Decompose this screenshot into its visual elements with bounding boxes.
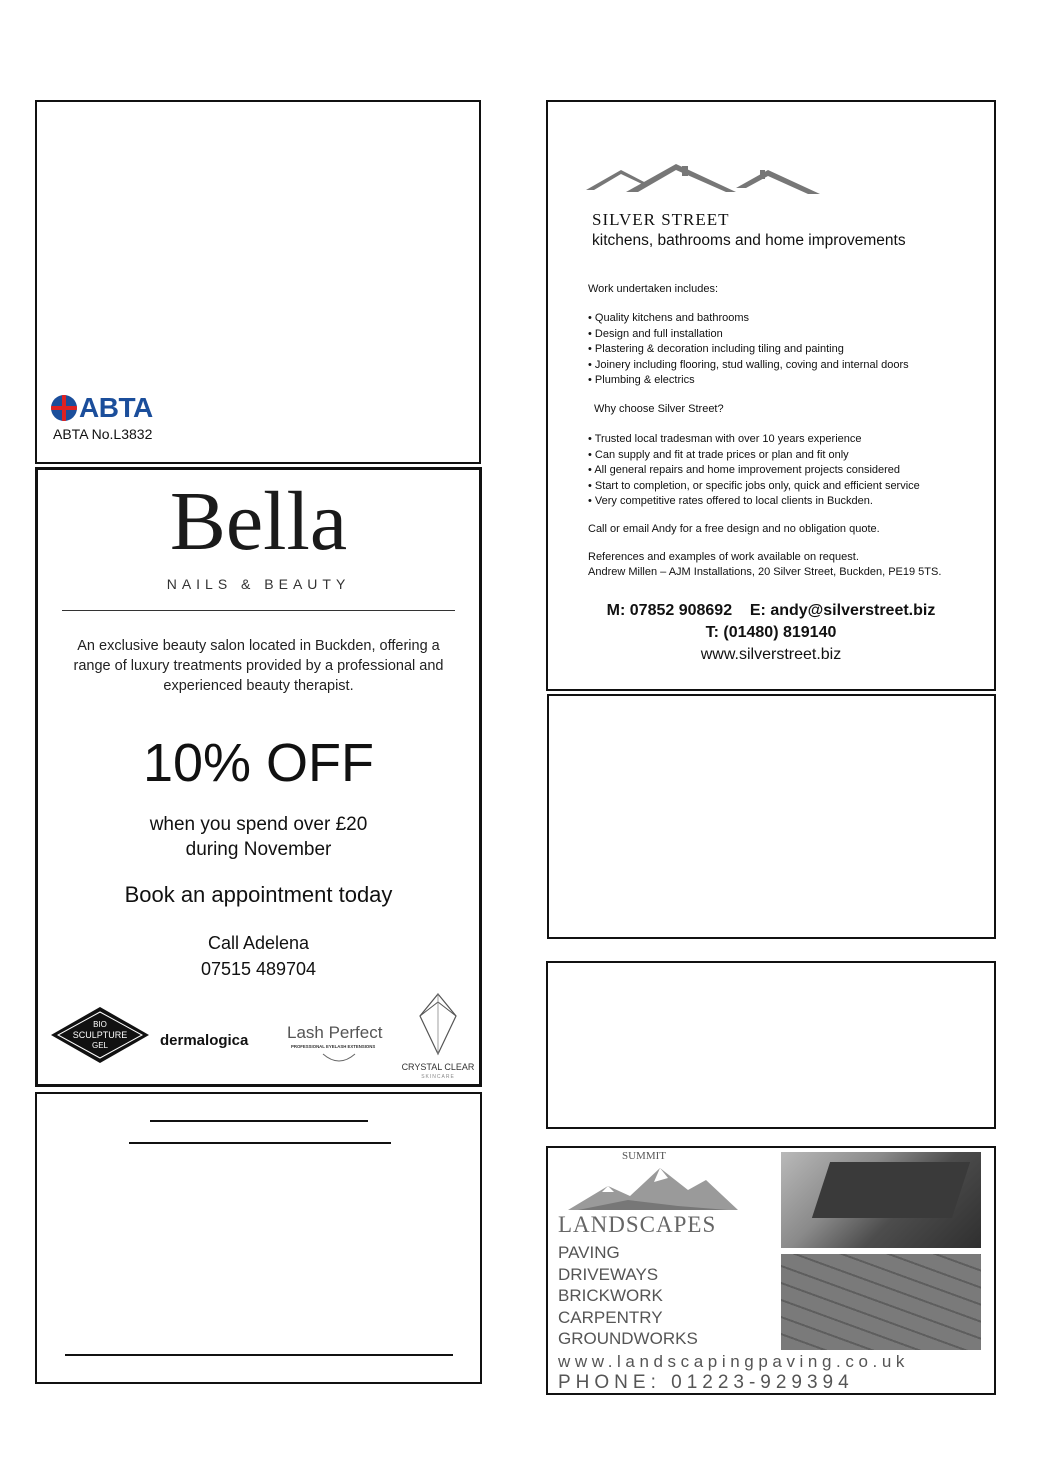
paving-photo: [781, 1254, 981, 1350]
bio-line-1: BIO: [93, 1020, 107, 1029]
summit-landscapes-advert: [546, 1146, 996, 1395]
website-link[interactable]: www.silverstreet.biz: [700, 646, 842, 663]
contact-telephone: T: (01480) 819140: [705, 624, 837, 641]
blank-advert-right-2: [546, 961, 996, 1129]
list-item: BRICKWORK: [558, 1286, 663, 1306]
bella-offer: 10% OFF: [142, 733, 375, 793]
contact-mobile-email: M: 07852 908692 E: andy@silverstreet.biz: [606, 602, 936, 619]
call-name: Call Adelena: [207, 933, 310, 953]
contact-block: [548, 600, 994, 666]
garden-photo: [781, 1152, 981, 1248]
list-item: • Design and full installation: [588, 327, 909, 343]
bio-line-2: SCULPTURE: [72, 1030, 128, 1040]
list-item: • Very competitive rates offered to local clients in Buckden.: [588, 494, 920, 510]
lash-perfect-logo: [283, 1010, 403, 1070]
crystal-sub: SKINCARE: [421, 1074, 455, 1078]
blank-advert-left: [35, 1092, 482, 1384]
abta-number: ABTA No.L3832: [53, 426, 153, 442]
bella-advert: [35, 467, 482, 1087]
abta-globe-icon: [51, 395, 77, 421]
list-item: • Start to completion, or specific jobs only, quick and efficient service: [588, 479, 920, 495]
list-item: • Plastering & decoration including tiling and painting: [588, 342, 909, 358]
list-item: • Trusted local tradesman with over 10 years experience: [588, 432, 920, 448]
silver-street-advert: [546, 100, 996, 691]
list-item: • All general repairs and home improvement projects considered: [588, 463, 920, 479]
call-phone: 07515 489704: [200, 959, 317, 979]
abta-logo-text: ABTA: [79, 392, 153, 423]
references-line-1: References and examples of work available on request.: [588, 551, 859, 563]
list-item: • Joinery including flooring, stud walling, coving and internal doors: [588, 358, 909, 374]
services-list: [558, 1242, 698, 1350]
crystal-clear-logo: [398, 992, 478, 1078]
abta-advert: [35, 100, 481, 464]
silver-street-tagline: kitchens, bathrooms and home improvements: [592, 232, 906, 249]
website-link[interactable]: www.landscapingpaving.co.uk: [558, 1352, 910, 1371]
work-list: [588, 311, 909, 389]
list-item: CARPENTRY: [558, 1307, 663, 1327]
offer-line-2: during November: [185, 839, 332, 860]
lash-sub: PROFESSIONAL EYELASH EXTENSIONS: [291, 1044, 376, 1049]
mountain-logo: [568, 1160, 738, 1216]
divider: [129, 1142, 391, 1144]
summit-name: LANDSCAPES: [558, 1212, 717, 1237]
list-item: DRIVEWAYS: [558, 1264, 659, 1284]
brand-logos: [48, 990, 475, 1078]
bella-book: Book an appointment today: [124, 882, 393, 907]
bella-description: An exclusive beauty salon located in Buckden, offering a range of luxury treatments provided by a professional and experienced beauty therapist.: [73, 638, 444, 694]
list-item: PAVING: [558, 1243, 620, 1262]
blank-advert-right-1: [547, 694, 996, 939]
silver-street-roof-logo: [586, 162, 826, 204]
bella-subtitle: NAILS & BEAUTY: [166, 576, 351, 592]
bella-title: Bella: [169, 475, 348, 568]
bella-call: [38, 930, 479, 982]
divider: [65, 1354, 453, 1356]
bio-line-3: GEL: [91, 1041, 109, 1050]
phone-number: PHONE: 01223-929394: [558, 1372, 854, 1393]
silver-street-name: SILVER STREET: [592, 210, 730, 229]
dermalogica-logo: dermalogica: [160, 1032, 249, 1049]
crystal-text: CRYSTAL CLEAR: [401, 1062, 475, 1072]
divider: [62, 610, 455, 611]
list-item: • Can supply and fit at trade prices or plan and fit only: [588, 448, 920, 464]
bio-sculpture-logo: [50, 1006, 150, 1064]
call-text: Call or email Andy for a free design and no obligation quote.: [588, 523, 880, 535]
bella-offer-details: [38, 812, 479, 862]
summit-top-label: SUMMIT: [622, 1150, 667, 1162]
divider: [150, 1120, 368, 1122]
why-list: [588, 432, 920, 510]
list-item: GROUNDWORKS: [558, 1329, 698, 1349]
why-heading: Why choose Silver Street?: [594, 403, 724, 415]
list-item: • Plumbing & electrics: [588, 373, 909, 389]
offer-line-1: when you spend over £20: [149, 814, 368, 835]
lash-text: Lash Perfect: [287, 1023, 383, 1042]
work-heading: Work undertaken includes:: [588, 283, 719, 295]
list-item: • Quality kitchens and bathrooms: [588, 311, 909, 327]
abta-logo: [51, 392, 153, 424]
references-line-2: Andrew Millen – AJM Installations, 20 Silver Street, Buckden, PE19 5TS.: [588, 566, 942, 578]
